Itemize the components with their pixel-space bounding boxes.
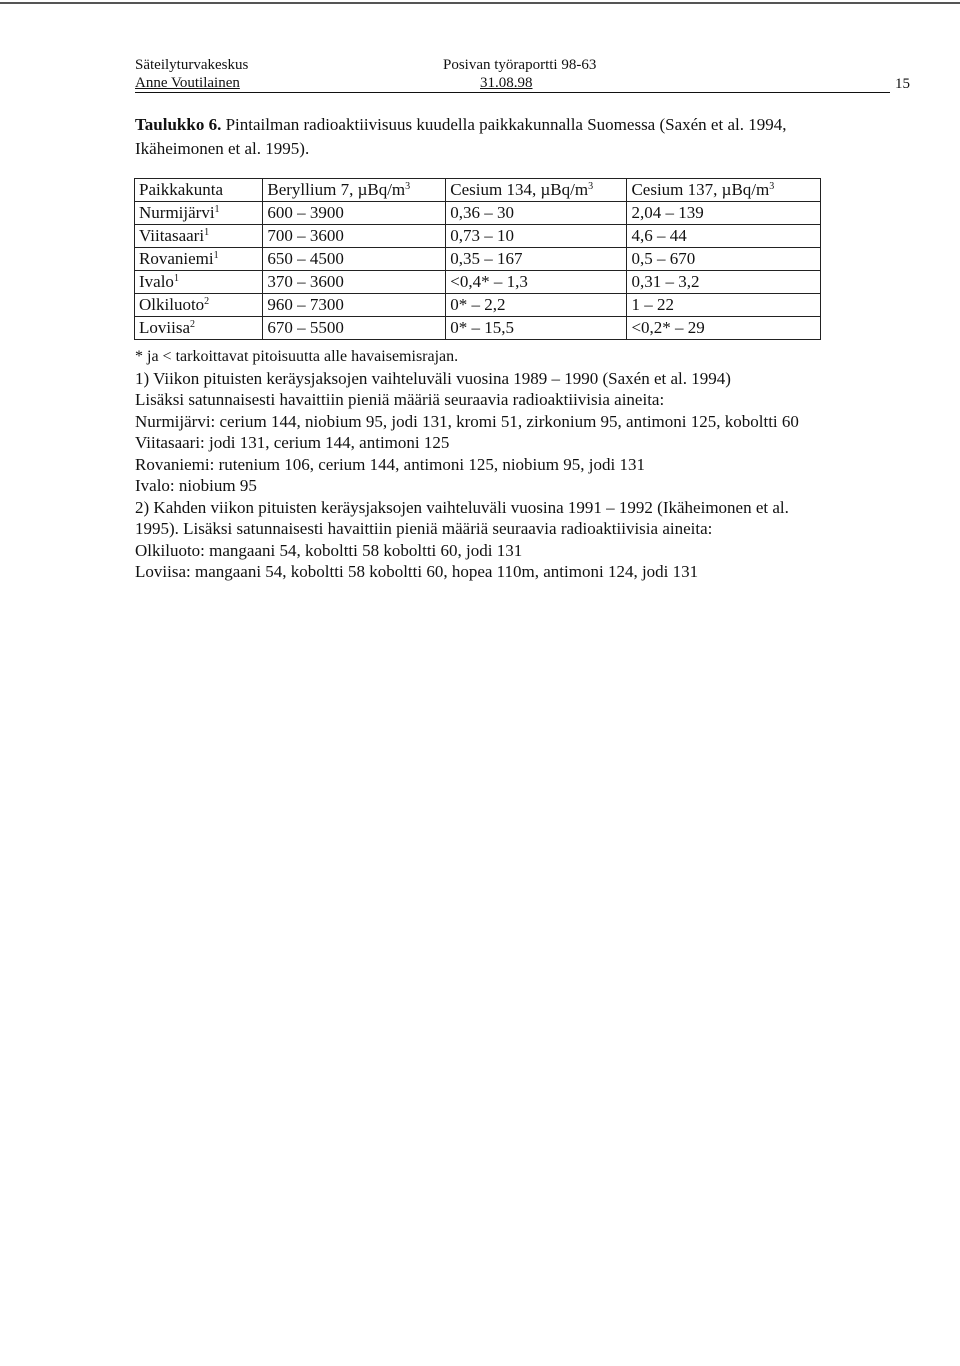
note-nurmijarvi: Nurmijärvi: cerium 144, niobium 95, jodi 131, kromi 51, zirkonium 95, antimoni 125, koboltti 60 <box>135 411 799 431</box>
table-caption <box>135 113 835 161</box>
caption-label: Taulukko 6. <box>135 115 222 134</box>
note-1: 1) Viikon pituisten keräysjaksojen vaihteluväli vuosina 1989 – 1990 (Saxén et al. 1994) <box>135 368 731 388</box>
note-ivalo: Ivalo: niobium 95 <box>135 476 257 495</box>
header-organization: Säteilyturvakeskus <box>135 57 249 73</box>
table-row <box>135 248 821 271</box>
page-number: 15 <box>895 76 910 92</box>
header-report-id: Posivan työraportti 98-63 <box>443 57 597 73</box>
cell-place: Nurmijärvi$^1$ <box>135 202 263 225</box>
cell-place: Rovaniemi$^1$ <box>135 248 263 271</box>
col-header-cs137: Cesium 137, µBq/$m^3$ <box>627 179 821 202</box>
header-author: Anne Voutilainen <box>135 75 240 91</box>
table-row <box>135 271 821 294</box>
note-loviisa: Loviisa: mangaani 54, koboltti 58 koboltti 60, hopea 110m, antimoni 124, jodi 131 <box>135 562 699 581</box>
caption-text: Pintailman radioaktiivisuus kuudella paikkakunnalla Suomessa (Saxén et al. 1994, Ikäheimonen et al. 1995). <box>135 115 787 158</box>
col-header-be7: Beryllium 7, µBq/$m^3$ <box>263 179 446 202</box>
cell-be7: 670 – 5500 <box>263 317 446 340</box>
cell-cs137: 0,31 – 3,2 <box>627 271 821 294</box>
cell-be7: 600 – 3900 <box>263 202 446 225</box>
header-rule <box>135 92 890 93</box>
cell-cs137: 1 – 22 <box>627 294 821 317</box>
cell-cs137: 2,04 – 139 <box>627 202 821 225</box>
note-1-extra: Lisäksi satunnaisesti havaittiin pieniä määriä seuraavia radioaktiivisia aineita: <box>135 390 665 409</box>
cell-cs134: 0* – 2,2 <box>446 294 627 317</box>
note-viitasaari: Viitasaari: jodi 131, cerium 144, antimoni 125 <box>135 433 450 452</box>
cell-place: Loviisa$^2$ <box>135 317 263 340</box>
col-header-cs134: Cesium 134, µBq/$m^3$ <box>446 179 627 202</box>
table-row <box>135 317 821 340</box>
header-date: 31.08.98 <box>480 75 533 91</box>
table-row <box>135 225 821 248</box>
cell-cs134: 0,35 – 167 <box>446 248 627 271</box>
table-header-row <box>135 179 821 202</box>
cell-cs134: 0* – 15,5 <box>446 317 627 340</box>
table-row <box>135 202 821 225</box>
cell-be7: 370 – 3600 <box>263 271 446 294</box>
cell-place: Olkiluoto$^2$ <box>135 294 263 317</box>
cell-cs134: 0,36 – 30 <box>446 202 627 225</box>
cell-cs137: <0,2* – 29 <box>627 317 821 340</box>
note-rovaniemi: Rovaniemi: rutenium 106, cerium 144, antimoni 125, niobium 95, jodi 131 <box>135 454 645 474</box>
cell-be7: 960 – 7300 <box>263 294 446 317</box>
table-row <box>135 294 821 317</box>
cell-cs134: 0,73 – 10 <box>446 225 627 248</box>
cell-cs134: <0,4* – 1,3 <box>446 271 627 294</box>
cell-place: Viitasaari$^1$ <box>135 225 263 248</box>
cell-cs137: 0,5 – 670 <box>627 248 821 271</box>
note-detection-limit: * ja < tarkoittavat pitoisuutta alle havaisemisrajan. <box>135 348 459 365</box>
table-notes <box>135 346 835 583</box>
note-2: 2) Kahden viikon pituisten keräysjaksojen vaihteluväli vuosina 1991 – 1992 (Ikäheimonen et al. 1995). Lisäksi satunnaisesti havaittiin pieniä määriä seuraavia radioaktiivisia aineita: <box>135 497 789 538</box>
scan-top-edge <box>0 2 960 4</box>
radioactivity-table <box>134 178 821 340</box>
header-right <box>443 56 596 92</box>
header-left <box>135 56 248 92</box>
note-olkiluoto: Olkiluoto: mangaani 54, koboltti 58 koboltti 60, jodi 131 <box>135 540 523 560</box>
col-header-place: Paikkakunta <box>135 179 263 202</box>
cell-cs137: 4,6 – 44 <box>627 225 821 248</box>
cell-place: Ivalo$^1$ <box>135 271 263 294</box>
cell-be7: 700 – 3600 <box>263 225 446 248</box>
cell-be7: 650 – 4500 <box>263 248 446 271</box>
